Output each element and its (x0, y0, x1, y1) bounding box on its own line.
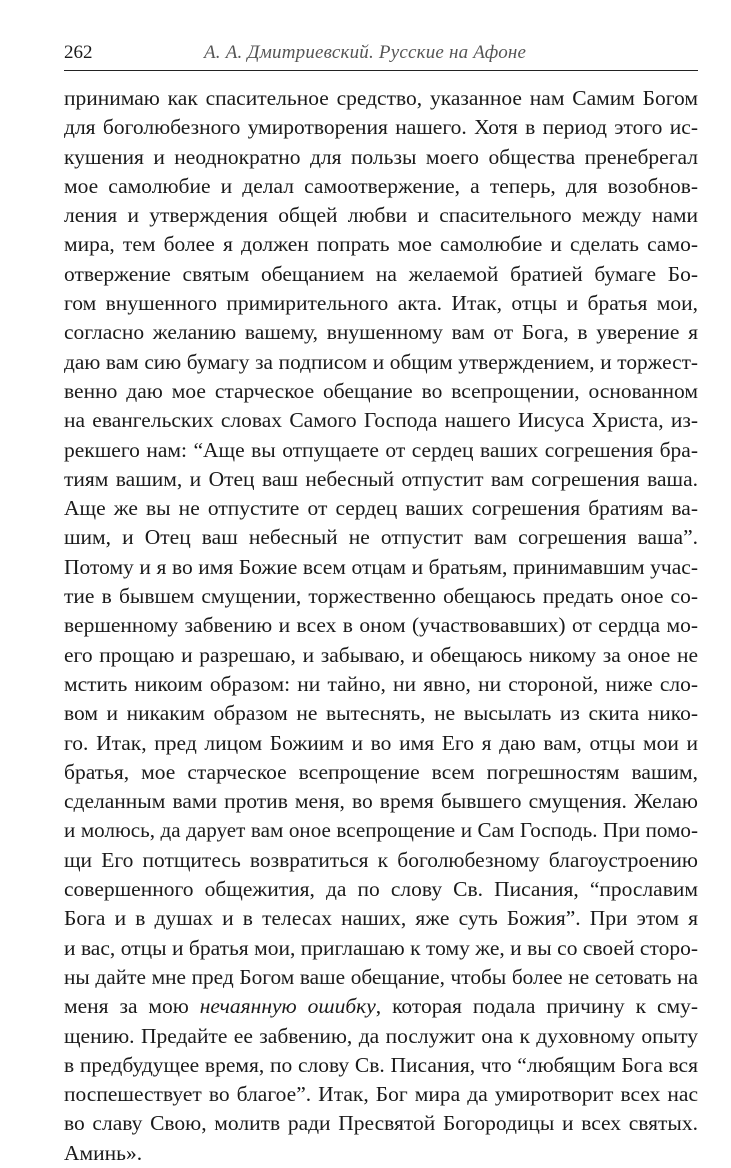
text-line: и вас, отцы и братья мои, приглашаю к тому же, и вы со своей сторо- (64, 935, 698, 960)
text-fragment: , которая подала причину к сму- (375, 994, 699, 1019)
text-line: Аще же вы не отпустите от сердец ваших согрешения братиям ва- (64, 496, 698, 521)
text-line: мира, тем более я должен попрать мое самолюбие и сделать само- (64, 232, 698, 257)
text-line: в предбудущее время, по слову Св. Писания, что “любящим Бога вся (64, 1052, 698, 1077)
body-text (64, 84, 698, 1168)
text-line: на евангельских словах Самого Господа нашего Иисуса Христа, из- (64, 408, 698, 433)
text-line: Аминь». (64, 1140, 143, 1165)
text-line: ны дайте мне пред Богом ваше обещание, чтобы более не сетовать на (64, 964, 698, 989)
text-line: кушения и неоднократно для пользы моего общества пренебрегал (64, 144, 698, 169)
text-line: Бога и в душах и в телесах наших, яже суть Божия”. При этом я (64, 906, 698, 931)
text-line: сделанным вами против меня, во время бывшего смущения. Желаю (64, 789, 698, 814)
text-line: венно даю мое старческое обещание во всепрощении, основанном (64, 378, 698, 403)
text-line: шим, и Отец ваш небесный не отпустит вам согрешения ваша”. (64, 525, 698, 550)
text-line: гом внушенного примирительного акта. Итак, отцы и братья мои, (64, 291, 698, 316)
text-line: для боголюбезного умиротворения нашего. Хотя в период этого ис- (64, 115, 698, 140)
text-line: щению. Предайте ее забвению, да послужит она к духовному опыту (64, 1023, 698, 1048)
text-line: тиям вашим, и Отец ваш небесный отпустит вам согрешения ваша. (64, 466, 698, 491)
text-line: мое самолюбие и делал самоотвержение, а теперь, для возобнов- (64, 173, 698, 198)
text-line: вершенному забвению и всех в оном (участвовавших) от сердца мо- (64, 613, 698, 638)
text-line: вом и никаким образом не вытеснять, не высылать из скита нико- (64, 701, 698, 726)
text-line: его прощаю и разрешаю, и забываю, и обещаюсь никому за оное не (64, 642, 698, 667)
running-header-title: А. А. Дмитриевский. Русские на Афоне (204, 42, 527, 63)
text-line: тие в бывшем смущении, торжественно обещаюсь предать оное со- (64, 584, 698, 609)
text-line: братья, мое старческое всепрощение всем погрешностям вашим, (64, 759, 698, 784)
text-line: даю вам сию бумагу за подписом и общим утверждением, и торжест- (64, 349, 698, 374)
text-line: и молюсь, да дарует вам оное всепрощение и Сам Господь. При помо- (64, 818, 698, 843)
italic-emphasis: нечаянную ошибку (199, 994, 376, 1019)
text-line: мстить никоим образом: ни тайно, ни явно, ни стороной, ниже сло- (64, 671, 698, 696)
text-line: принимаю как спасительное средство, указанное нам Самим Богом (64, 86, 698, 110)
text-line: го. Итак, пред лицом Божиим и во имя Его я даю вам, отцы мои и (64, 730, 698, 755)
text-line: рекшего нам: “Аще вы отпущаете от сердец ваших согрешения бра- (64, 437, 698, 462)
running-header (64, 40, 698, 71)
text-line: поспешествует во благое”. Итак, Бог мира да умиротворит всех нас (64, 1082, 698, 1107)
text-line: ления и утверждения общей любви и спасительного между нами (64, 203, 698, 228)
text-fragment: меня за мою (64, 994, 200, 1019)
text-line: согласно желанию вашему, внушенному вам от Бога, в уверение я (64, 320, 698, 345)
text-line: отвержение святым обещанием на желаемой братией бумаге Бо- (64, 261, 698, 286)
text-line: щи Его потщитесь возвратиться к боголюбезному благоустроению (64, 847, 698, 872)
text-line: совершенного общежития, да по слову Св. Писания, “прославим (64, 877, 698, 902)
text-line: во славу Свою, молитв ради Пресвятой Богородицы и всех святых. (64, 1111, 698, 1136)
page-number: 262 (64, 42, 93, 63)
text-line: Потому и я во имя Божие всем отцам и братьям, принимавшим учас- (64, 554, 698, 579)
text-line-with-italic (64, 992, 698, 1021)
